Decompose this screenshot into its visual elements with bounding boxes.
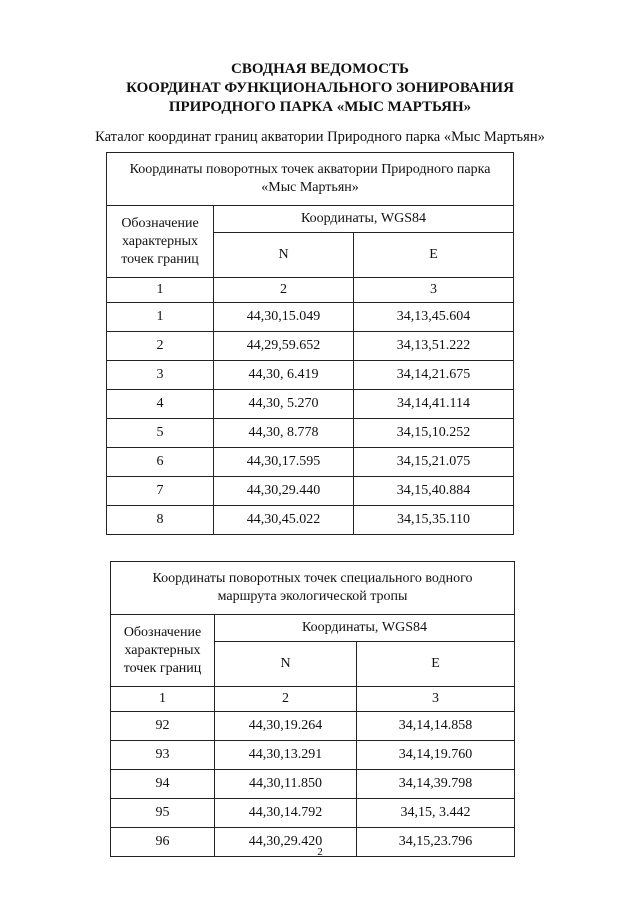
table-row [107,361,514,390]
point-id-cell: 3 [107,361,214,390]
table-row [111,770,515,799]
longitude-cell: 34,15, 3.442 [357,799,515,828]
page-number: 2 [317,846,323,858]
table-row [107,332,514,361]
column-number: 1 [107,278,214,303]
table-caption: Координаты поворотных точек акватории Природного парка «Мыс Мартьян» [107,153,514,206]
table-row [107,448,514,477]
point-id-cell: 8 [107,506,214,535]
table-caption: Координаты поворотных точек специального водного маршрута экологической тропы [111,562,515,615]
eco-trail-coordinates-table [110,561,515,857]
column-header-e: E [357,642,515,687]
point-id-cell: 92 [111,712,215,741]
longitude-cell: 34,14,21.675 [354,361,514,390]
column-header-coordinates: Координаты, WGS84 [214,206,514,233]
longitude-cell: 34,14,39.798 [357,770,515,799]
point-id-cell: 4 [107,390,214,419]
longitude-cell: 34,13,45.604 [354,303,514,332]
column-header-point: Обозначение характерных точек границ [111,615,215,687]
table-row [111,741,515,770]
column-number: 3 [357,687,515,712]
column-header-coordinates: Координаты, WGS84 [215,615,515,642]
column-header-n: N [214,233,354,278]
latitude-cell: 44,30,29.420 [215,828,357,857]
column-header-point: Обозначение характерных точек границ [107,206,214,278]
table-row [111,799,515,828]
column-number: 1 [111,687,215,712]
table-row [107,303,514,332]
column-number-row [111,687,515,712]
aquatoria-coordinates-table [106,152,514,535]
longitude-cell: 34,15,21.075 [354,448,514,477]
point-id-cell: 96 [111,828,215,857]
point-id-cell: 2 [107,332,214,361]
point-id-cell: 95 [111,799,215,828]
table-row [111,712,515,741]
column-header-n: N [215,642,357,687]
column-header-e: E [354,233,514,278]
table-row [107,477,514,506]
point-id-cell: 93 [111,741,215,770]
latitude-cell: 44,30, 8.778 [214,419,354,448]
longitude-cell: 34,14,19.760 [357,741,515,770]
table-row [107,419,514,448]
column-number: 3 [354,278,514,303]
latitude-cell: 44,30,13.291 [215,741,357,770]
table-row [107,506,514,535]
column-number-row [107,278,514,303]
latitude-cell: 44,30,15.049 [214,303,354,332]
point-id-cell: 94 [111,770,215,799]
latitude-cell: 44,30, 6.419 [214,361,354,390]
longitude-cell: 34,14,41.114 [354,390,514,419]
longitude-cell: 34,15,10.252 [354,419,514,448]
longitude-cell: 34,15,35.110 [354,506,514,535]
latitude-cell: 44,30, 5.270 [214,390,354,419]
longitude-cell: 34,15,23.796 [357,828,515,857]
latitude-cell: 44,30,45.022 [214,506,354,535]
column-number: 2 [214,278,354,303]
column-number: 2 [215,687,357,712]
table-row [107,390,514,419]
latitude-cell: 44,30,14.792 [215,799,357,828]
point-id-cell: 6 [107,448,214,477]
title-line-3: ПРИРОДНОГО ПАРКА «МЫС МАРТЬЯН» [168,99,472,115]
latitude-cell: 44,29,59.652 [214,332,354,361]
latitude-cell: 44,30,29.440 [214,477,354,506]
longitude-cell: 34,13,51.222 [354,332,514,361]
point-id-cell: 5 [107,419,214,448]
point-id-cell: 1 [107,303,214,332]
longitude-cell: 34,14,14.858 [357,712,515,741]
catalog-subtitle: Каталог координат границ акватории Природного парка «Мыс Мартьян» [95,129,545,145]
longitude-cell: 34,15,40.884 [354,477,514,506]
latitude-cell: 44,30,11.850 [215,770,357,799]
title-line-2: КООРДИНАТ ФУНКЦИОНАЛЬНОГО ЗОНИРОВАНИЯ [126,80,514,96]
point-id-cell: 7 [107,477,214,506]
latitude-cell: 44,30,19.264 [215,712,357,741]
title-line-1: СВОДНАЯ ВЕДОМОСТЬ [231,61,409,77]
latitude-cell: 44,30,17.595 [214,448,354,477]
document-title [0,60,640,117]
